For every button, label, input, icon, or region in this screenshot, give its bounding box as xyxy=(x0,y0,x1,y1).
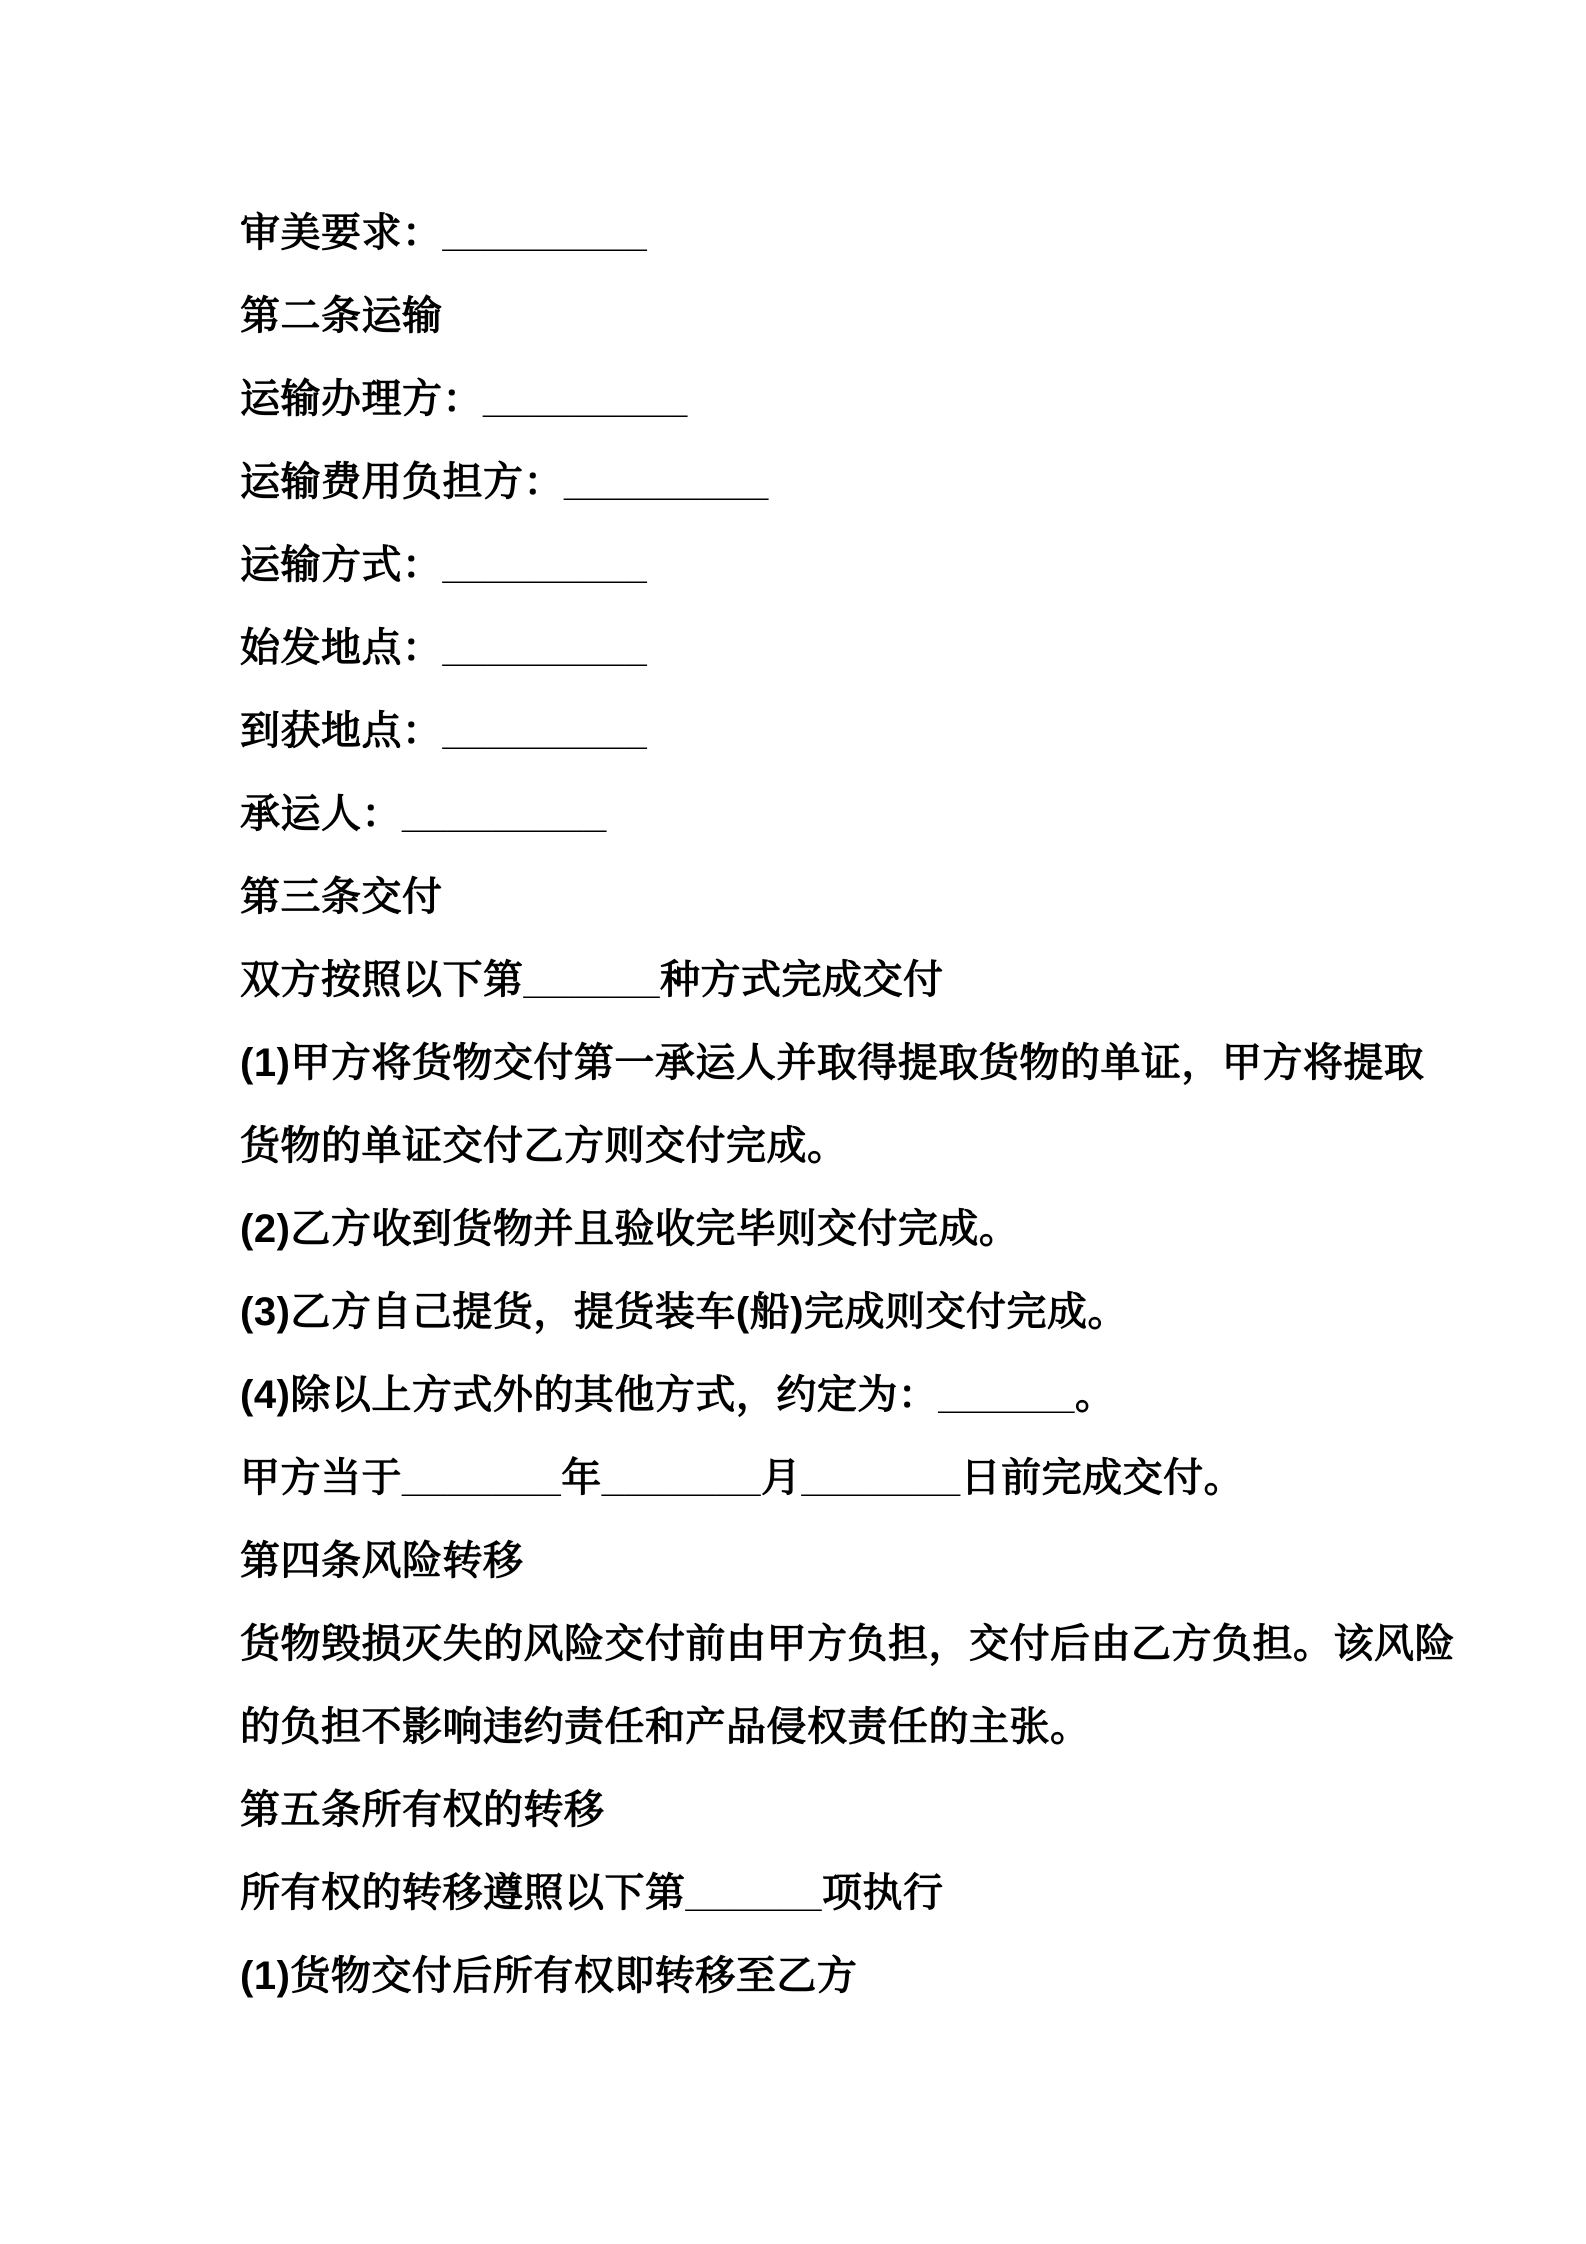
field-aesthetic-requirements: 审美要求：_________ xyxy=(240,211,648,255)
field-carrier: 承运人：_________ xyxy=(240,792,607,836)
contract-body xyxy=(240,192,1455,2018)
paragraph-risk-transfer-cont: 的负担不影响违约责任和产品侵权责任的主张。 xyxy=(240,1705,1091,1749)
field-origin-location: 始发地点：_________ xyxy=(240,626,648,670)
field-transport-method: 运输方式：_________ xyxy=(240,543,648,587)
paragraph-delivery-method-choice: 双方按照以下第______种方式完成交付 xyxy=(240,958,944,1002)
field-arrival-location: 到获地点：_________ xyxy=(240,709,648,753)
paragraph-delivery-deadline: 甲方当于_______年_______月_______日前完成交付。 xyxy=(240,1456,1245,1500)
paragraph-delivery-option-3: (3)乙方自己提货，提货装车(船)完成则交付完成。 xyxy=(240,1290,1129,1334)
paragraph-risk-transfer: 货物毁损灭失的风险交付前由甲方负担，交付后由乙方负担。该风险 xyxy=(240,1622,1455,1666)
paragraph-ownership-transfer-choice: 所有权的转移遵照以下第______项执行 xyxy=(240,1871,944,1915)
heading-article-4-risk-transfer: 第四条风险转移 xyxy=(240,1539,524,1583)
heading-article-3-delivery: 第三条交付 xyxy=(240,875,443,919)
heading-article-2-transport: 第二条运输 xyxy=(240,294,443,338)
paragraph-delivery-option-2: (2)乙方收到货物并且验收完毕则交付完成。 xyxy=(240,1207,1020,1251)
paragraph-delivery-option-1-cont: 货物的单证交付乙方则交付完成。 xyxy=(240,1124,848,1168)
heading-article-5-ownership-transfer: 第五条所有权的转移 xyxy=(240,1788,605,1832)
field-transport-handler: 运输办理方：_________ xyxy=(240,377,688,421)
field-transport-cost-bearer: 运输费用负担方：_________ xyxy=(240,460,769,504)
paragraph-ownership-option-1: (1)货物交付后所有权即转移至乙方 xyxy=(240,1954,858,1998)
paragraph-delivery-option-1: (1)甲方将货物交付第一承运人并取得提取货物的单证，甲方将提取 xyxy=(240,1041,1425,1085)
paragraph-delivery-option-4: (4)除以上方式外的其他方式，约定为：______。 xyxy=(240,1373,1116,1417)
